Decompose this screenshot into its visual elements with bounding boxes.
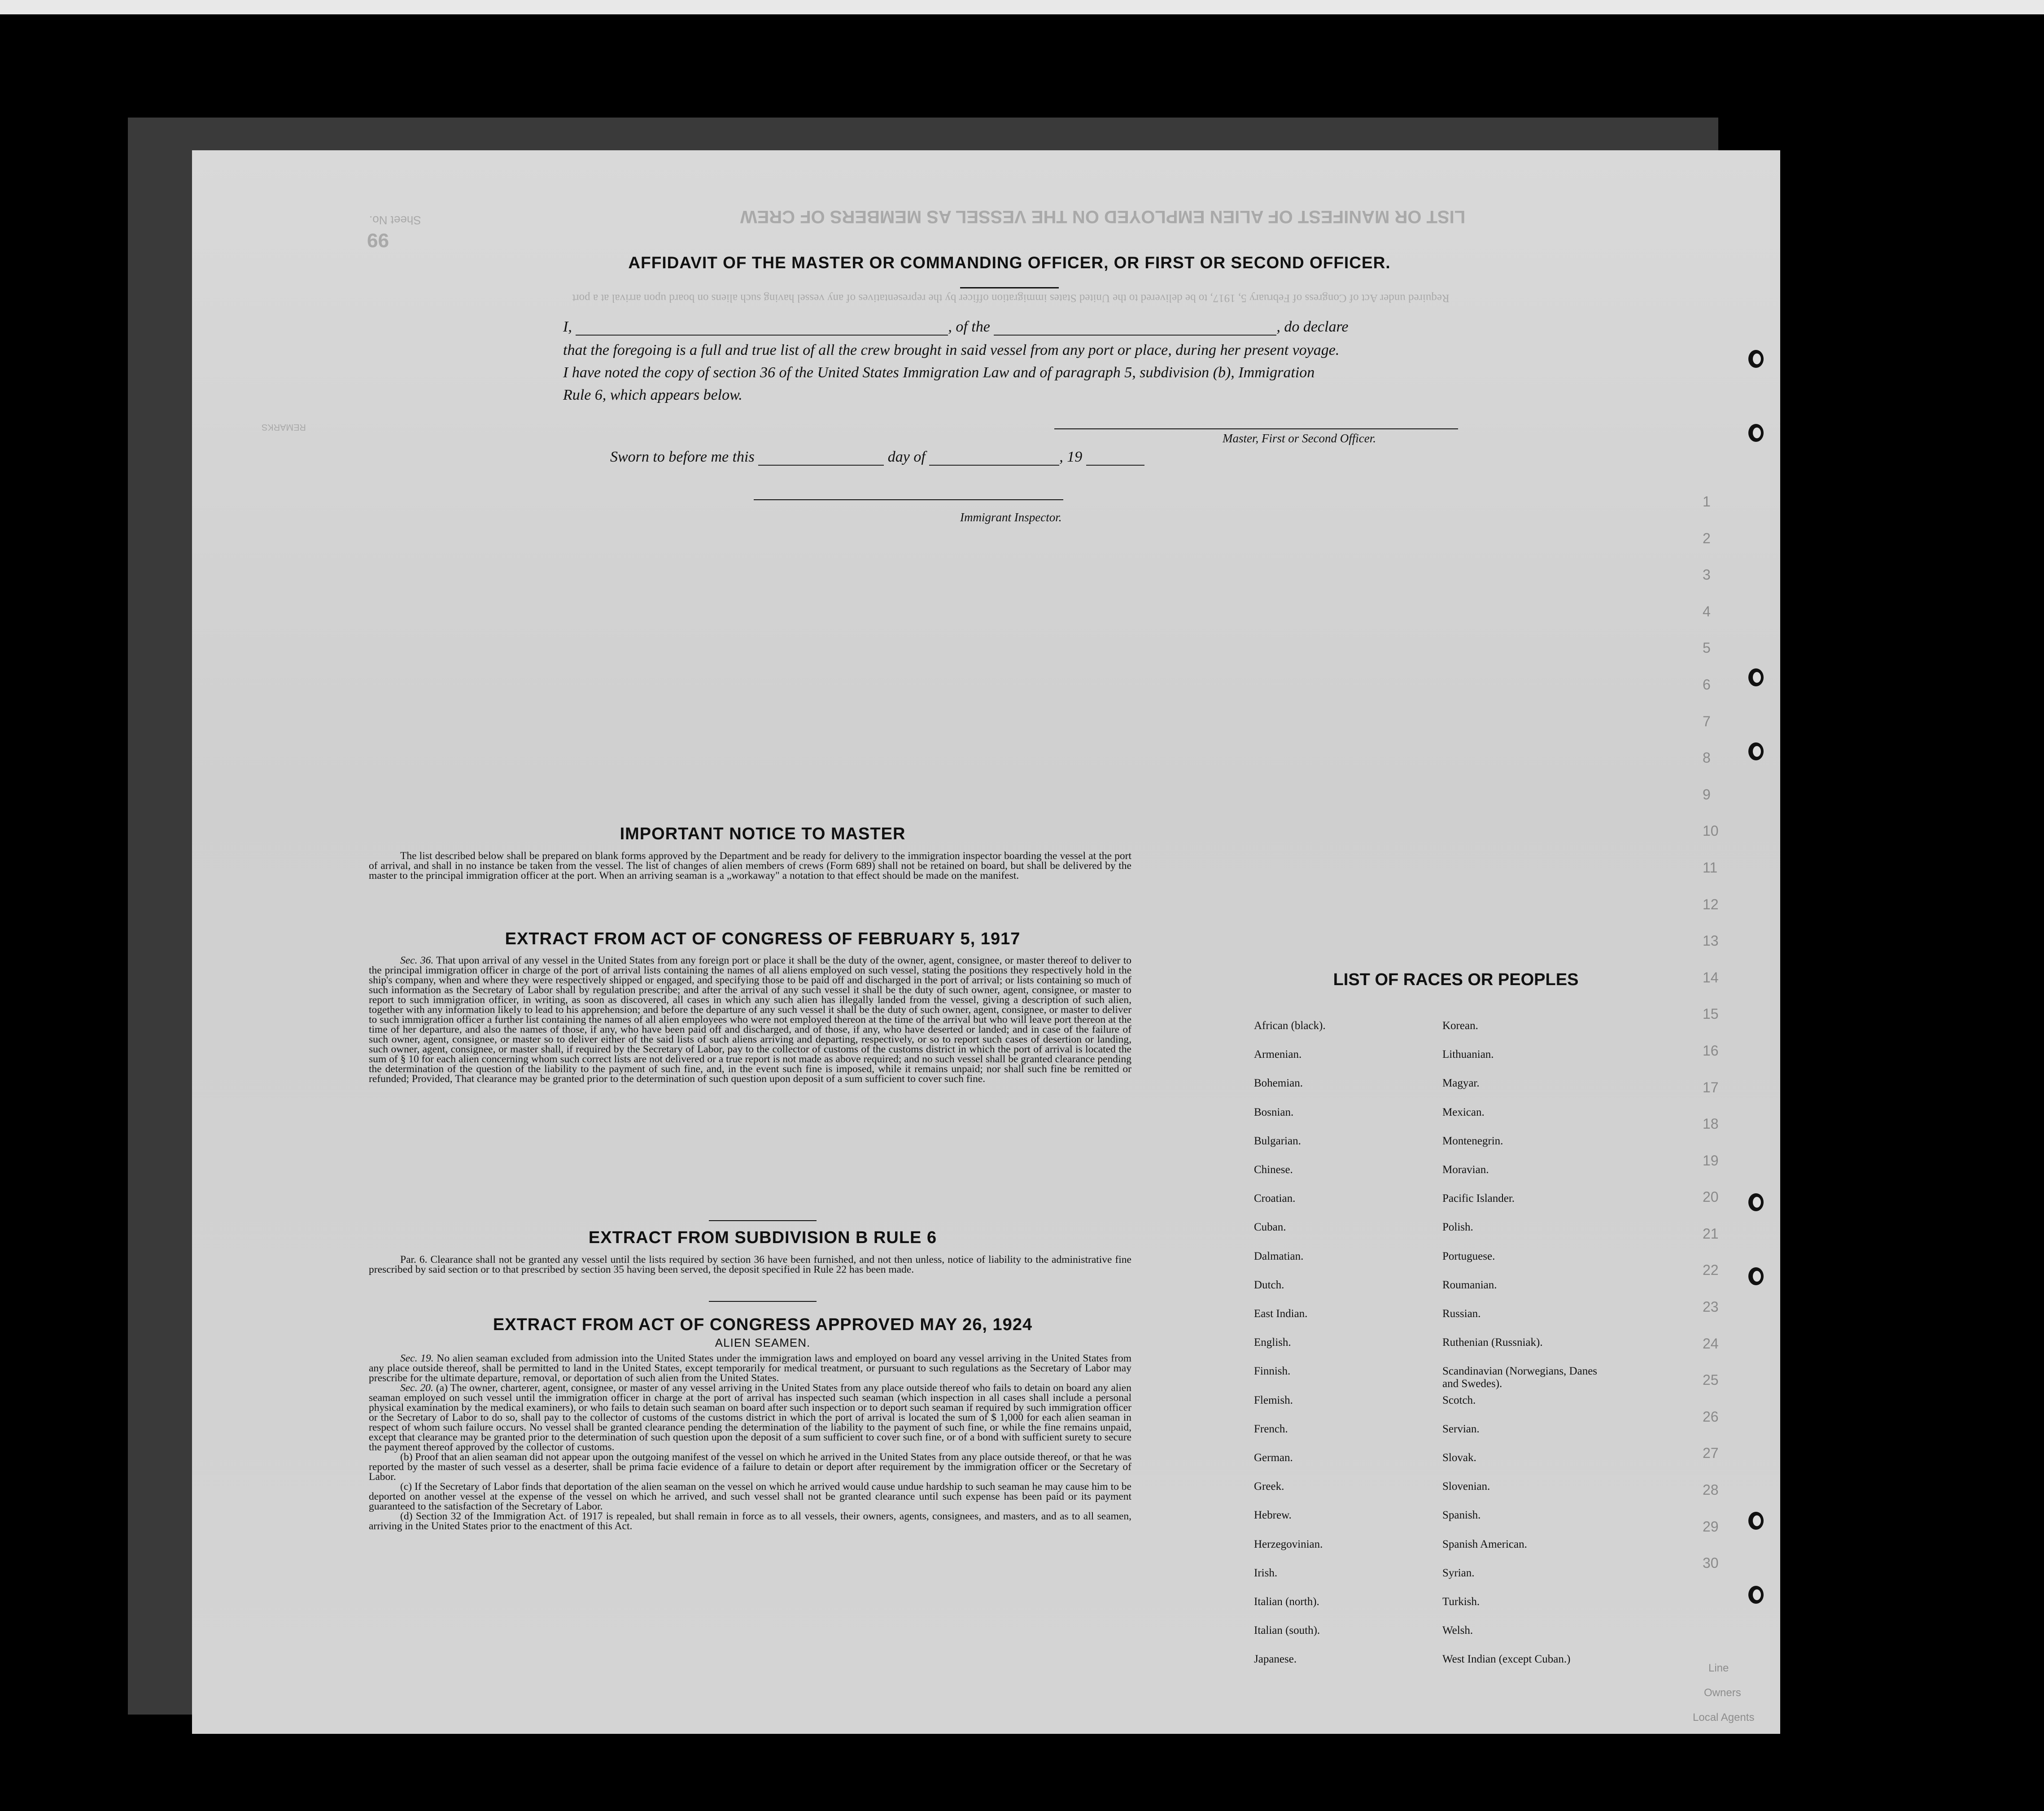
races-title: LIST OF RACES OR PEOPLES — [1333, 970, 1579, 989]
scanner-top-band — [0, 0, 2044, 14]
sec-20a-paragraph — [369, 1383, 1131, 1452]
sworn-year: , 19 — [1059, 449, 1083, 465]
race-item: Dutch. — [1254, 1279, 1284, 1291]
row-number: 16 — [1703, 1042, 1719, 1059]
row-number: 7 — [1703, 713, 1711, 729]
affidavit-title-rule — [960, 287, 1059, 288]
extract-1917-text — [369, 956, 1131, 1084]
notice-paragraph: The list described below shall be prepared on blank forms approved by the Department and be ready for delivery to the immigration inspector boarding the vessel at the port of arrival, and shall in no instance be taken from the vessel. The list of changes of alien members of crews (Form 689) shall not be retained on board, but shall be delivered by the master to the principal immigration officer at the port. When an arriving seaman is a „workaway" a notation to that effect should be made on the manifest. — [369, 850, 1131, 881]
race-item: Armenian. — [1254, 1048, 1302, 1061]
sworn-day-field — [758, 465, 884, 466]
extract-1924-text — [369, 1353, 1131, 1531]
race-item: Korean. — [1442, 1020, 1478, 1032]
ghost-row-numbers — [1703, 493, 1730, 1592]
race-item: Portuguese. — [1442, 1250, 1495, 1262]
extract-1917-title: EXTRACT FROM ACT OF CONGRESS OF FEBRUARY 5, 1917 — [505, 930, 1021, 948]
race-item: Russian. — [1442, 1308, 1481, 1320]
extract-rule6-rule — [709, 1220, 817, 1221]
row-number: 2 — [1703, 530, 1711, 546]
race-item: Ruthenian (Russniak). — [1442, 1336, 1543, 1349]
master-label: Master, First or Second Officer. — [1223, 432, 1376, 445]
race-item: African (black). — [1254, 1020, 1326, 1032]
footer-line-label: Line — [1708, 1662, 1729, 1674]
row-number: 11 — [1703, 859, 1718, 876]
extract-1917-paragraph — [369, 956, 1131, 1084]
footer-local-agents-label: Local Agents — [1693, 1711, 1755, 1724]
sec-20a-text: (a) The owner, charterer, agent, consignee, or master of any vessel arriving in the United States from any place outside thereof who fails to detain on board any alien seaman employed on such vessel until the immigration officer in charge at the port of arrival has inspected such seaman (which inspection in all cases shall include a personal physical examination by the medical examiners), or who fails to detain such seaman on board after such inspection or to deport such seaman if required by such immigration officer or the Secretary of Labor to do so, shall pay to the collector of customs of the customs district in which the port of arrival is located the sum of $ 1,000 for each alien seaman in respect of whom such failure occurs. No vessel shall be granted clearance pending the determination of the liability to the payment of such fine, or while the fine remains unpaid, except that clearance may be granted prior to the determination of such question upon the deposit of a sum sufficient to cover such fine, or of a bond with sufficient surety to secure the payment thereof approved by the collector of customs. — [369, 1382, 1131, 1453]
sworn-month-field — [929, 465, 1059, 466]
row-number: 13 — [1703, 933, 1719, 949]
row-number: 26 — [1703, 1408, 1719, 1425]
affidavit-of-the: , of the — [948, 319, 990, 335]
row-number: 23 — [1703, 1299, 1719, 1315]
row-number: 18 — [1703, 1116, 1719, 1132]
affidavit-i: I, — [563, 319, 572, 335]
race-item: Montenegrin. — [1442, 1135, 1503, 1147]
declarant-name-field — [576, 335, 948, 336]
row-number: 8 — [1703, 750, 1711, 766]
row-number: 15 — [1703, 1006, 1719, 1022]
race-item: Welsh. — [1442, 1624, 1473, 1637]
master-signature-line — [1054, 428, 1458, 429]
race-item: Slovenian. — [1442, 1480, 1490, 1493]
affidavit-line-1 — [563, 319, 1349, 336]
race-item: Spanish. — [1442, 1509, 1481, 1522]
sworn-text: Sworn to before me this — [610, 449, 755, 465]
race-item: Hebrew. — [1254, 1509, 1292, 1522]
race-item: Bohemian. — [1254, 1077, 1303, 1090]
punch-hole — [1748, 1267, 1764, 1285]
extract-rule6-text — [369, 1255, 1131, 1274]
ghost-sheet-no: Sheet No. — [369, 214, 421, 227]
row-number: 14 — [1703, 969, 1719, 986]
punch-hole — [1748, 1586, 1764, 1604]
row-number: 10 — [1703, 823, 1719, 839]
sec-19-paragraph — [369, 1353, 1131, 1383]
sec-19-text: No alien seaman excluded from admission into the United States under the immigration laws and employed on board any vessel arriving in the United States from any place outside thereof, shall be permitted to land in the United States, except temporarily for medical treatment, or pursuant to such regulations as the Secretary of Labor may prescribe for the ultimate departure, removal, or deportation of such alien from the United States. — [369, 1353, 1131, 1384]
punch-hole — [1748, 1512, 1764, 1530]
affidavit-line-4: Rule 6, which appears below. — [563, 387, 742, 403]
race-item: Chinese. — [1254, 1164, 1293, 1176]
punch-hole — [1748, 668, 1764, 686]
race-item: Cuban. — [1254, 1221, 1286, 1234]
extract-1924-title: EXTRACT FROM ACT OF CONGRESS APPROVED MAY 26, 1924 — [493, 1315, 1033, 1334]
race-item: Herzegovinian. — [1254, 1538, 1323, 1550]
vessel-name-field — [994, 335, 1276, 336]
row-number: 9 — [1703, 786, 1711, 803]
race-item: Flemish. — [1254, 1394, 1293, 1406]
race-item: Pacific Islander. — [1442, 1192, 1515, 1205]
race-item: West Indian (except Cuban.) — [1442, 1653, 1571, 1666]
race-item: Slovak. — [1442, 1452, 1476, 1464]
punch-hole — [1748, 1193, 1764, 1211]
ghost-remarks-header: REMARKS — [262, 422, 306, 432]
row-number: 5 — [1703, 640, 1711, 656]
race-item: Bulgarian. — [1254, 1135, 1301, 1147]
race-item: Finnish. — [1254, 1365, 1291, 1378]
race-item: Mexican. — [1442, 1106, 1485, 1118]
row-number: 19 — [1703, 1152, 1719, 1169]
ghost-required-text: Required under Act of Congress of February 5, 1917, to be delivered to the United States immigration officer by the representatives of any vessel having such aliens on board upon arrival at a port — [572, 292, 1450, 304]
affidavit-title: AFFIDAVIT OF THE MASTER OR COMMANDING OFFICER, OR FIRST OR SECOND OFFICER. — [628, 253, 1391, 272]
race-item: Syrian. — [1442, 1567, 1475, 1579]
extract-1924-subtitle: ALIEN SEAMEN. — [715, 1336, 811, 1349]
race-item: Dalmatian. — [1254, 1250, 1304, 1262]
ghost-sheet-value: 99 — [367, 229, 389, 251]
row-number: 1 — [1703, 493, 1711, 510]
extract-rule6-title: EXTRACT FROM SUBDIVISION B RULE 6 — [588, 1228, 937, 1247]
row-number: 30 — [1703, 1555, 1719, 1571]
race-item: Irish. — [1254, 1567, 1278, 1579]
race-item: Roumanian. — [1442, 1279, 1497, 1291]
row-number: 21 — [1703, 1225, 1719, 1242]
notice-text — [369, 851, 1131, 881]
race-item: Turkish. — [1442, 1596, 1480, 1608]
sworn-year-field — [1086, 465, 1144, 466]
race-item: Lithuanian. — [1442, 1048, 1494, 1061]
row-number: 25 — [1703, 1372, 1719, 1388]
race-item: Polish. — [1442, 1221, 1473, 1234]
sec-20d-paragraph: (d) Section 32 of the Immigration Act. of 1917 is repealed, but shall remain in force as to all vessels, their owners, agents, consignees, and masters, and as to all seamen, arriving in the United States prior to the enactment of this Act. — [369, 1510, 1131, 1532]
row-number: 20 — [1703, 1189, 1719, 1205]
row-number: 12 — [1703, 896, 1719, 912]
race-item: Italian (south). — [1254, 1624, 1320, 1637]
race-item: French. — [1254, 1423, 1288, 1435]
race-item: Magyar. — [1442, 1077, 1480, 1090]
footer-owners-label: Owners — [1704, 1687, 1741, 1699]
sec-36-text: That upon arrival of any vessel in the United States from any foreign port or place it shall be the duty of the owner, agent, consignee, or master thereof to deliver to the principal immigration officer in charge of the port of arrival lists containing the names of all aliens employed on such vessel, stating the positions they respectively hold in the ship's company, when and where they were respectively shipped or engaged, and specifying those to be paid off and discharged in the port of arrival; or lists containing so much of such information as the Secretary of Labor shall by regulation prescribe; and after the arrival of any such vessel it shall be the duty of such owner, agent, consignee, or master to report to such immigration officer, in writing, as soon as discovered, all cases in which any such alien has illegally landed from the vessel, giving a description of such alien, together with any information likely to lead to his apprehension; and before the departure of any such vessel it shall be the duty of such owner, agent, consignee, or master to deliver to such immigration officer a further list containing the names of all alien employees who were not employed thereon at the time of the arrival but who will leave port thereon at the time of her departure, and also the names of those, if any, who have been paid off and discharged, and of those, if any, who have deserted or landed; and in case of the failure of such owner, agent, consignee, or master so to deliver either of the said lists of such aliens arriving and departing, respectively, or so to report such cases of desertion or landing, such owner, agent, consignee, or master shall, if required by the Secretary of Labor, pay to the collector of customs of the customs district in which the port of arrival is located the sum of § 10 for each alien concerning whom such correct lists are not delivered or a true report is not made as above required; and no such vessel shall be granted clearance pending the determination of the question of the liability to the payment of such fine, and, in the event such fine is imposed, while it remains unpaid; nor shall such fine be remitted or refunded; Provided, That clearance may be granted prior to the determination of such question upon deposit of a sum sufficient to cover such fine. — [369, 955, 1131, 1085]
race-item: Servian. — [1442, 1423, 1480, 1435]
race-item: Scandinavian (Norwegians, Danes and Swedes). — [1442, 1365, 1598, 1390]
race-item: Scotch. — [1442, 1394, 1476, 1406]
race-item: Bosnian. — [1254, 1106, 1294, 1118]
race-item: Moravian. — [1442, 1164, 1489, 1176]
race-item: Greek. — [1254, 1480, 1284, 1493]
race-item: Italian (north). — [1254, 1596, 1319, 1608]
sec-20b-paragraph: (b) Proof that an alien seaman did not appear upon the outgoing manifest of the vessel on which he arrived in the United States from any place outside thereof, or that he was reported by the master of such vessel as a deserter, shall be prima facie evidence of a failure to detain or deport after requirement by the immigration officer or the Secretary of Labor. — [369, 1451, 1131, 1483]
punch-hole — [1748, 424, 1764, 442]
affidavit-do-declare: , do declare — [1276, 319, 1349, 335]
affidavit-line-2: that the foregoing is a full and true list of all the crew brought in said vessel from any port or place, during her present voyage. — [563, 342, 1340, 358]
inspector-label: Immigrant Inspector. — [960, 511, 1062, 524]
row-number: 6 — [1703, 676, 1711, 693]
row-number: 27 — [1703, 1445, 1719, 1462]
row-number: 4 — [1703, 603, 1711, 620]
sworn-day-of: day of — [887, 449, 926, 465]
sec-19-label: Sec. 19. — [400, 1353, 434, 1364]
row-number: 17 — [1703, 1079, 1719, 1095]
race-item: Spanish American. — [1442, 1538, 1527, 1550]
punch-hole — [1748, 350, 1764, 368]
sec-20c-paragraph: (c) If the Secretary of Labor finds that deportation of the alien seaman on the vessel on which he arrived would cause undue hardship to such seaman he may cause him to be deported on another vessel at the expense of the vessel on which he arrived, and such vessel shall not be granted clearance until such expense has been paid or its payment guaranteed to the satisfaction of the Secretary of Labor. — [369, 1481, 1131, 1512]
row-number: 24 — [1703, 1335, 1719, 1352]
row-number: 22 — [1703, 1262, 1719, 1279]
sec-20-label: Sec. 20. — [400, 1382, 433, 1394]
race-item: Japanese. — [1254, 1653, 1297, 1666]
rule6-paragraph: Par. 6. Clearance shall not be granted any vessel until the lists required by section 36 have been furnished, and not then unless, notice of liability to the administrative fine prescribed by said section or to that prescribed by section 35 having been served, the deposit specified in Rule 22 has been made. — [369, 1254, 1131, 1275]
ghost-manifest-title: LIST OR MANIFEST OF ALIEN EMPLOYED ON THE VESSEL AS MEMBERS OF CREW — [740, 207, 1466, 227]
sworn-line — [610, 449, 1144, 466]
sec-36-label: Sec. 36. — [400, 955, 434, 966]
race-item: German. — [1254, 1452, 1293, 1464]
row-number: 28 — [1703, 1482, 1719, 1498]
notice-title: IMPORTANT NOTICE TO MASTER — [620, 825, 906, 843]
affidavit-line-3: I have noted the copy of section 36 of the United States Immigration Law and of paragraph 5, subdivision (b), Immigration — [563, 364, 1315, 381]
extract-1924-rule — [709, 1301, 817, 1302]
race-item: East Indian. — [1254, 1308, 1308, 1320]
inspector-signature-line — [754, 499, 1063, 500]
row-number: 3 — [1703, 567, 1711, 583]
race-item: Croatian. — [1254, 1192, 1296, 1205]
row-number: 29 — [1703, 1518, 1719, 1535]
race-item: English. — [1254, 1336, 1291, 1349]
punch-hole — [1748, 742, 1764, 760]
